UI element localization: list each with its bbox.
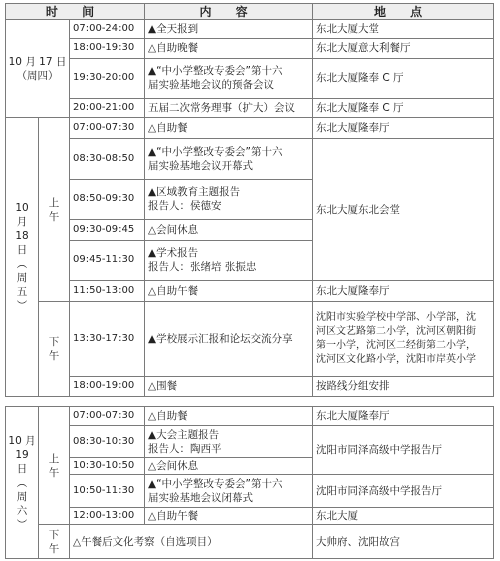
half-day-label-am: 上 午	[39, 118, 70, 301]
table-row	[6, 138, 494, 179]
table-row	[6, 525, 494, 559]
day-label-oct18: 10 月 18 日 ︵ 周 五 ︶	[6, 118, 39, 397]
place-cell: 东北大厦大堂	[313, 20, 494, 39]
time-cell: 08:30-10:30	[70, 426, 145, 458]
content-cell: △午餐后文化考察（自选项目）	[70, 525, 313, 559]
time-cell: 07:00-07:30	[70, 118, 145, 138]
time-cell: 10:30-10:50	[70, 458, 145, 475]
table-row	[6, 118, 494, 138]
place-cell: 沈阳市实验学校中学部、小学部，沈 河区文艺路第二小学，沈河区朝阳街 第一小学，沈河区二经街第二小学， 沈河区文化路小学，沈阳市岸英小学	[313, 301, 494, 376]
content-cell: △自助晚餐	[145, 39, 313, 58]
table-row	[6, 508, 494, 525]
content-cell: △自助午餐	[145, 508, 313, 525]
content-cell: △会间休息	[145, 458, 313, 475]
table-row	[6, 426, 494, 458]
content-cell: △自助餐	[145, 118, 313, 138]
content-cell: ▲“中小学整改专委会”第十六 届实验基地会议开幕式	[145, 138, 313, 179]
time-cell: 10:50-11:30	[70, 475, 145, 508]
schedule-table-1	[5, 3, 494, 397]
time-cell: 09:30-09:45	[70, 220, 145, 240]
place-cell: 大帅府、沈阳故宫	[313, 525, 494, 559]
table-row	[6, 58, 494, 99]
time-cell: 13:30-17:30	[70, 301, 145, 376]
half-day-label-am: 上 午	[39, 407, 70, 525]
place-cell: 东北大厦隆奉 C 厅	[313, 58, 494, 99]
time-cell: 11:50-13:00	[70, 281, 145, 301]
time-cell: 19:30-20:00	[70, 58, 145, 99]
content-cell: △自助午餐	[145, 281, 313, 301]
content-cell: ▲大会主题报告 报告人：陶西平	[145, 426, 313, 458]
time-cell: 18:00-19:00	[70, 376, 145, 396]
content-cell: ▲区域教育主题报告 报告人：侯德安	[145, 179, 313, 220]
place-cell: 东北大厦隆奉厅	[313, 118, 494, 138]
content-cell: ▲“中小学整改专委会”第十六 届实验基地会议闭幕式	[145, 475, 313, 508]
time-cell: 08:50-09:30	[70, 179, 145, 220]
time-cell: 07:00-07:30	[70, 407, 145, 426]
table-row	[6, 376, 494, 396]
table-row	[6, 301, 494, 376]
time-cell: 12:00-13:00	[70, 508, 145, 525]
place-cell: 东北大厦	[313, 508, 494, 525]
half-day-label-pm: 下 午	[39, 301, 70, 396]
half-day-label-pm: 下 午	[39, 525, 70, 559]
content-cell: △自助餐	[145, 407, 313, 426]
place-cell: 按路线分组安排	[313, 376, 494, 396]
time-cell: 07:00-24:00	[70, 20, 145, 39]
table-row	[6, 407, 494, 426]
time-cell: 18:00-19:30	[70, 39, 145, 58]
table-row	[6, 475, 494, 508]
content-cell: ▲全天报到	[145, 20, 313, 39]
table-row	[6, 39, 494, 58]
schedule-table-2	[5, 406, 494, 559]
content-cell: ▲学校展示汇报和论坛交流分享	[145, 301, 313, 376]
table-row	[6, 20, 494, 39]
place-cell: 东北大厦意大利餐厅	[313, 39, 494, 58]
time-cell: 09:45-11:30	[70, 240, 145, 281]
day-label-oct19: 10 月 19 日 ︵ 周 六 ︶	[6, 407, 39, 559]
header-place: 地 点	[313, 4, 494, 20]
place-cell: 沈阳市同泽高级中学报告厅	[313, 475, 494, 508]
day-label-oct17: 10 月 17 日 （周四）	[6, 20, 70, 118]
place-cell: 东北大厦隆奉厅	[313, 407, 494, 426]
content-cell: 五届二次常务理事（扩大）会议	[145, 99, 313, 118]
place-cell: 东北大厦隆奉厅	[313, 281, 494, 301]
header-time: 时 间	[6, 4, 145, 20]
time-cell: 20:00-21:00	[70, 99, 145, 118]
place-cell: 东北大厦隆奉 C 厅	[313, 99, 494, 118]
table-row	[6, 99, 494, 118]
content-cell: △会间休息	[145, 220, 313, 240]
time-cell: 08:30-08:50	[70, 138, 145, 179]
table-row	[6, 281, 494, 301]
content-cell: △围餐	[145, 376, 313, 396]
header-content: 内 容	[145, 4, 313, 20]
content-cell: ▲“中小学整改专委会”第十六 届实验基地会议的预备会议	[145, 58, 313, 99]
place-cell: 东北大厦东北会堂	[313, 138, 494, 280]
header-row	[6, 4, 494, 20]
content-cell: ▲学术报告 报告人：张绪培 张振忠	[145, 240, 313, 281]
place-cell: 沈阳市同泽高级中学报告厅	[313, 426, 494, 475]
